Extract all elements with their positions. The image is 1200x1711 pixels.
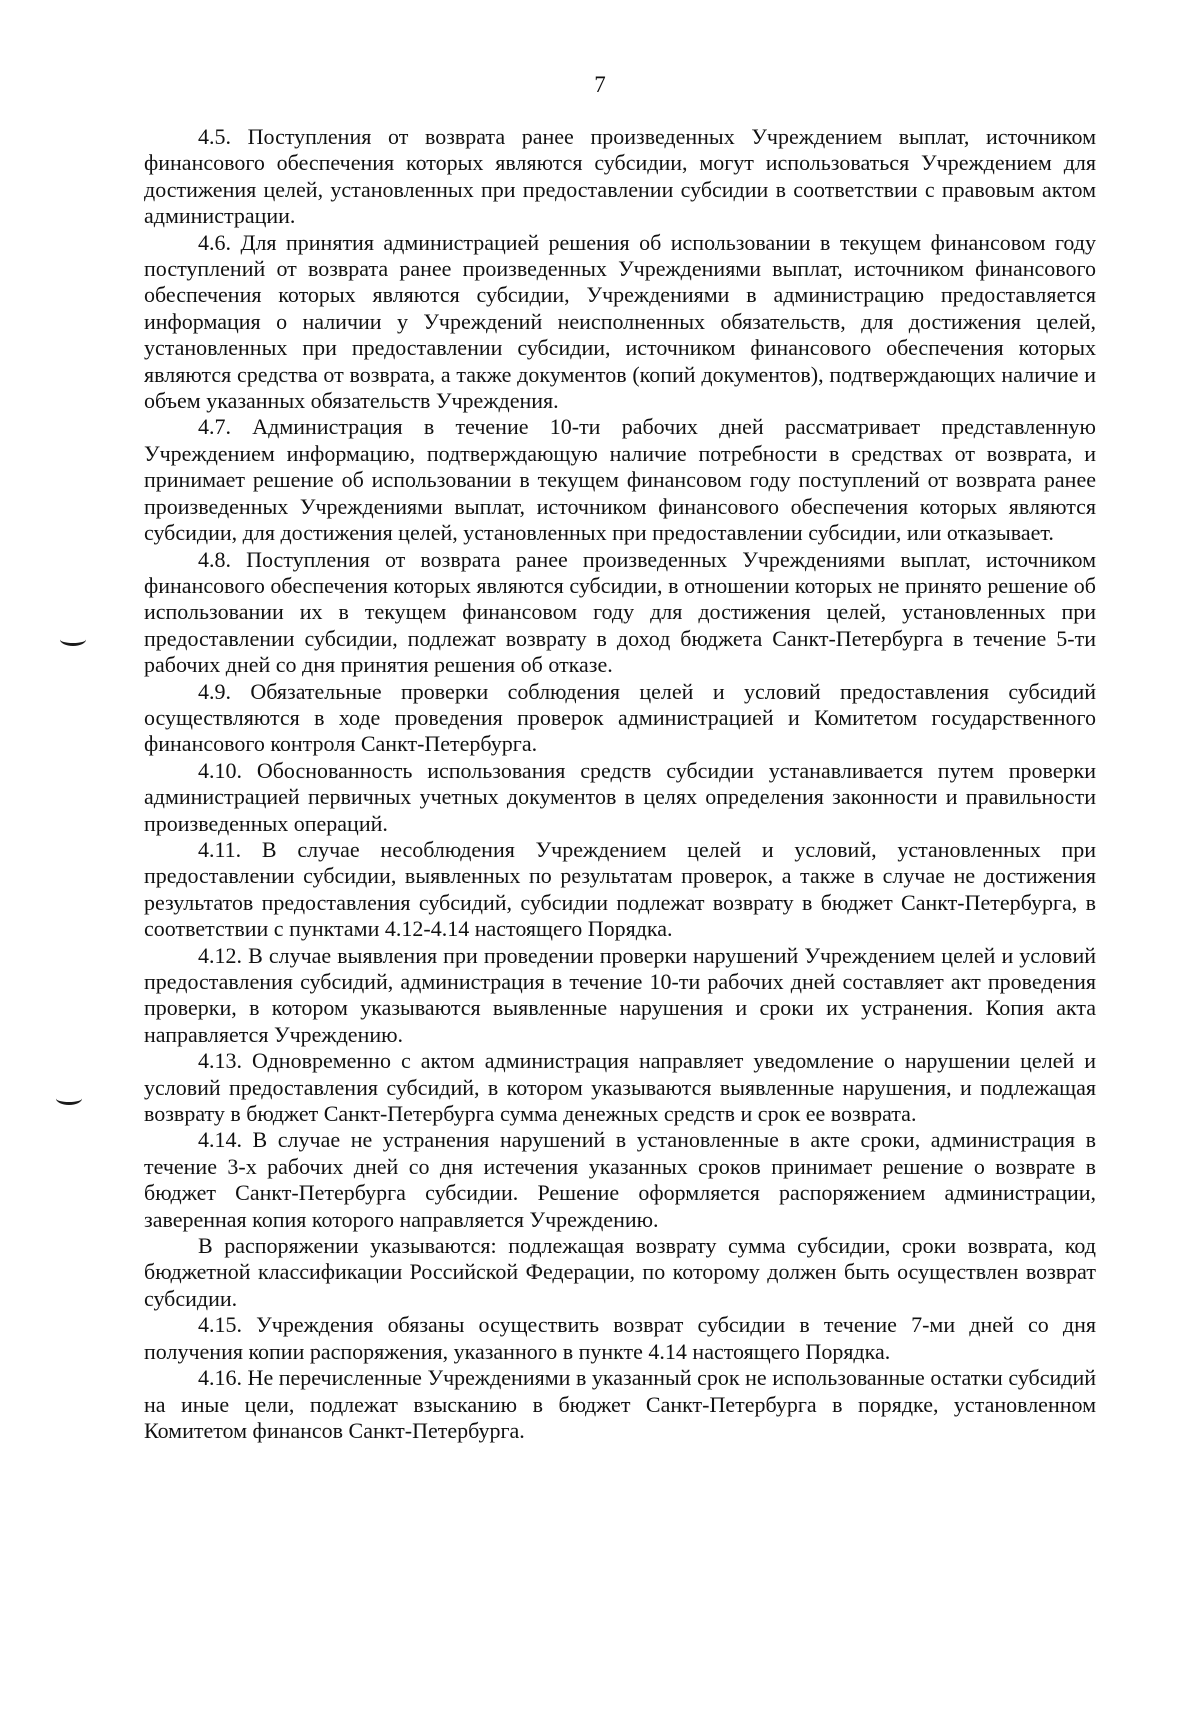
paragraph-4-12: 4.12. В случае выявления при проведении проверки нарушений Учреждением целей и условий предоставления субсидий, администрация в течение 10-ти рабочих дней составляет акт проведения проверки, в котором указываются выявленные нарушения и сроки их устранения. Копия акта направляется Учреждению. bbox=[144, 942, 1096, 1047]
paragraph-4-16: 4.16. Не перечисленные Учреждениями в указанный срок не использованные остатки субсидий на иные цели, подлежат взысканию в бюджет Санкт-Петербурга в порядке, установленном Комитетом финансов Санкт-Петербурга. bbox=[144, 1365, 1096, 1443]
paragraph-order-contents: В распоряжении указываются: подлежащая возврату сумма субсидии, сроки возврата, код бюджетной классификации Российской Федерации, по которому должен быть осуществлен возврат субсидии. bbox=[144, 1233, 1096, 1311]
paragraph-4-11: 4.11. В случае несоблюдения Учреждением целей и условий, установленных при предоставлении субсидии, выявленных по результатам проверок, а также в случае не достижения результатов предоставления субсидий, субсидии подлежат возврату в бюджет Санкт-Петербурга, в соответствии с пунктами 4.12-4.14 настоящего Порядка. bbox=[144, 836, 1096, 942]
paragraph-4-6: 4.6. Для принятия администрацией решения об использовании в текущем финансовом году поступлений от возврата ранее произведенных Учреждениями выплат, источником финансового обеспечения которых являются субсидии, Учреждениями в администрацию предоставляется информация о наличии у Учреждений неисполненных обязательств, для достижения целей, установленных при предоставлении субсидии, источником финансового обеспечения которых являются средства от возврата, а также документов (копий документов), подтверждающих наличие и объем указанных обязательств Учреждения. bbox=[144, 229, 1096, 414]
document-body bbox=[144, 124, 1096, 1444]
paragraph-4-15: 4.15. Учреждения обязаны осуществить возврат субсидии в течение 7-ми дней со дня получения копии распоряжения, указанного в пункте 4.14 настоящего Порядка. bbox=[144, 1312, 1096, 1364]
paragraph-4-8: 4.8. Поступления от возврата ранее произведенных Учреждениями выплат, источником финансового обеспечения которых являются субсидии, в отношении которых не принято решение об использовании их в текущем финансовом году для достижения целей, установленных при предоставлении субсидии, подлежат возврату в доход бюджета Санкт-Петербурга в течение 5-ти рабочих дней со дня принятия решения об отказе. bbox=[144, 546, 1096, 678]
paragraph-4-10: 4.10. Обоснованность использования средств субсидии устанавливается путем проверки администрацией первичных учетных документов в целях определения законности и правильности произведенных операций. bbox=[144, 757, 1096, 836]
paragraph-4-7: 4.7. Администрация в течение 10-ти рабочих дней рассматривает представленную Учреждением информацию, подтверждающую наличие потребности в средствах от возврата, и принимает решение об использовании в текущем финансовом году поступлений от возврата ранее произведенных Учреждениями выплат, источником финансового обеспечения которых являются субсидии, для достижения целей, установленных при предоставлении субсидии, или отказывает. bbox=[144, 414, 1096, 546]
page-number: 7 bbox=[594, 72, 606, 97]
paragraph-4-14: 4.14. В случае не устранения нарушений в установленные в акте сроки, администрация в течение 3-х рабочих дней со дня истечения указанных сроков принимает решение о возврате в бюджет Санкт-Петербурга субсидии. Решение оформляется распоряжением администрации, заверенная копия которого направляется Учреждению. bbox=[144, 1127, 1096, 1232]
paragraph-4-9: 4.9. Обязательные проверки соблюдения целей и условий предоставления субсидий осуществляются в ходе проведения проверок администрацией и Комитетом государственного финансового контроля Санкт-Петербурга. bbox=[144, 678, 1096, 757]
paragraph-4-5: 4.5. Поступления от возврата ранее произведенных Учреждением выплат, источником финансового обеспечения которых являются субсидии, могут использоваться Учреждением для достижения целей, установленных при предоставлении субсидии в соответствии с правовым актом администрации. bbox=[144, 124, 1096, 229]
paragraph-4-13: 4.13. Одновременно с актом администрация направляет уведомление о нарушении целей и условий предоставления субсидий, в котором указываются выявленные нарушения, и подлежащая возврату в бюджет Санкт-Петербурга сумма денежных средств и срок ее возврата. bbox=[144, 1048, 1096, 1127]
binding-hole-mark bbox=[60, 633, 86, 646]
binding-hole-mark bbox=[56, 1092, 82, 1105]
